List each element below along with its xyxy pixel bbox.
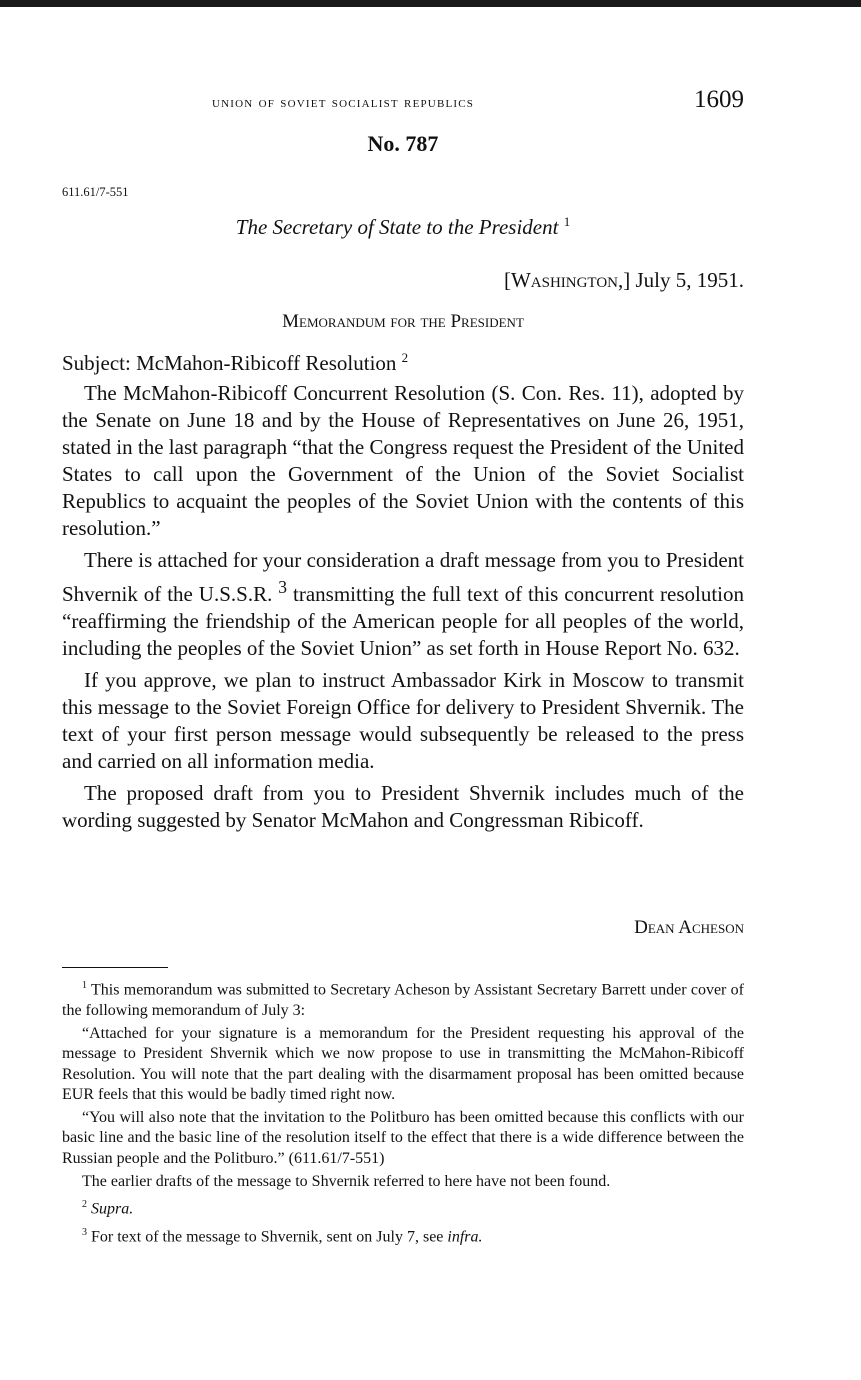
top-border-rule [0, 0, 861, 7]
subject-line [62, 350, 408, 376]
dateline [504, 268, 744, 293]
footnote-2 [62, 1195, 744, 1220]
footnote-3-text: For text of the message to Shvernik, sent on July 7, see [91, 1228, 444, 1246]
running-title: union of soviet socialist republics [212, 94, 475, 111]
footnote-ref-1[interactable]: 1 [563, 214, 571, 229]
footnote-3 [62, 1223, 744, 1248]
paragraph-3: If you approve, we plan to instruct Ambassador Kirk in Moscow to transmit this message to the Soviet Foreign Office for delivery to President Shvernik. The text of your first person message would subsequently be released to the press and carried on all information media. [62, 668, 744, 773]
footnote-1-marker: 1 [82, 980, 87, 991]
memo-heading: Memorandum for the President [282, 311, 524, 332]
footnote-2-text: Supra. [91, 1200, 134, 1218]
footnote-1-text: This memorandum was submitted to Secretary Acheson by Assistant Secretary Barrett under cover of the following memorandum of July 3: [62, 981, 744, 1019]
document-number: No. 787 [367, 131, 439, 156]
footnote-1-quote-2: “You will also note that the invitation to the Politburo has been omitted because this conflicts with our basic line and the basic line of the resolution itself to the effect that there is a wide difference between the Russian people and the Politburo.” (611.61/7-551) [62, 1109, 744, 1167]
memo-body [62, 380, 744, 839]
footnotes-section [62, 976, 744, 1251]
footnote-2-marker: 2 [82, 1199, 87, 1211]
page-number: 1609 [694, 86, 744, 113]
paragraph-2 [62, 547, 744, 662]
subject-text: Subject: McMahon-Ribicoff Resolution [62, 351, 397, 375]
file-number: 611.61/7-551 [62, 185, 129, 199]
footnote-3-marker: 3 [82, 1226, 87, 1238]
document-title-text: The Secretary of State to the President [235, 215, 559, 239]
dateline-place: [Washington,] [503, 268, 631, 292]
footnote-1-quote-1: “Attached for your signature is a memorandum for the President requesting his approval of the message to President Shvernik which we now propose to use in transmitting the McMahon-Ribicoff Resolution. You will note that the part dealing with the disarmament proposal has been omitted because EUR feels that this would be badly timed right now. [62, 1024, 744, 1103]
signature: Dean Acheson [634, 917, 744, 938]
footnote-3-italic: infra. [447, 1228, 483, 1246]
running-header [62, 86, 744, 120]
paragraph-2-before: There is attached for your consideration a draft message from you to President Shvernik of the U.S.S.R. [62, 548, 744, 606]
paragraph-1: The McMahon-Ribicoff Concurrent Resolution (S. Con. Res. 11), adopted by the Senate on June 18 and by the House of Representatives on June 26, 1951, stated in the last paragraph “that the Congress request the President of the United States to call upon the Government of the Union of the Soviet Socialist Republics to acquaint the peoples of the Soviet Union with the contents of this resolution.” [62, 381, 744, 540]
footnote-1-note: The earlier drafts of the message to Shvernik referred to here have not been found. [82, 1173, 611, 1190]
footnote-ref-2[interactable]: 2 [401, 350, 409, 365]
footnote-ref-3[interactable]: 3 [278, 577, 288, 597]
paragraph-2-after: transmitting the full text of this concurrent resolution “reaffirming the friendship of the American people for all peoples of the world, including the peoples of the Soviet Union” as set forth in House Report No. 632. [62, 582, 745, 660]
dateline-date: July 5, 1951. [635, 268, 744, 292]
paragraph-4: The proposed draft from you to President Shvernik includes much of the wording suggested by Senator McMahon and Congressman Ribicoff. [62, 781, 744, 832]
footnote-divider [62, 967, 168, 968]
footnote-1 [62, 976, 744, 1021]
document-title [62, 214, 744, 240]
